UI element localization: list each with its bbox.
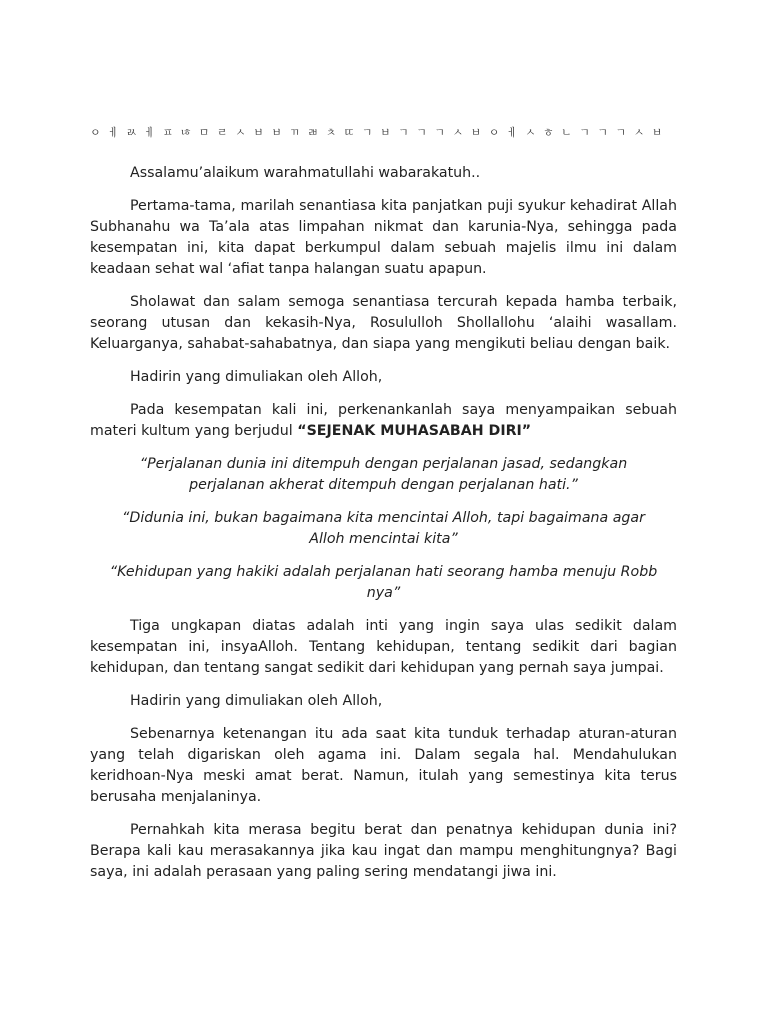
peace-paragraph: Sebenarnya ketenangan itu ada saat kita tunduk terhadap aturan-aturan yang telah digariskan oleh agama ini. Dalam segala hal. Mendahulukan keridhoan-Nya meski amat berat. Namun, itulah yang semestinya kita terus berusaha menjalaninya. [90, 726, 677, 805]
opening-paragraph: Pertama-tama, marilah senantiasa kita panjatkan puji syukur kehadirat Allah Subhanahu wa Ta’ala atas limpahan nikmat dan karunia-Nya, sehingga pada kesempatan ini, kita dapat berkumpul dalam sebuah majelis ilmu ini dalam keadaan sehat wal ‘afiat tanpa halangan suatu apapun. [90, 198, 677, 277]
topic-title: “SEJENAK MUHASABAH DIRI” [297, 423, 532, 439]
document-body [90, 163, 677, 895]
topic-intro: Pada kesempatan kali ini, perkenankanlah saya menyampaikan sebuah materi kultum yang berjudul [90, 402, 677, 439]
sholawat-paragraph: Sholawat dan salam semoga senantiasa tercurah kepada hamba terbaik, seorang utusan dan kekasih-Nya, Rosululloh Shollallohu ‘alaihi wasallam. Keluarganya, sahabat-sahabatnya, dan siapa yang mengikuti beliau dengan baik. [90, 294, 677, 352]
garbled-header-text: ㅇ ㅔ ㄽ ㅔ ㅍ ㄶ ㅁ ㄹ ㅅ ㅂ ㅂ ㄲ ㄼ ㅊ ㄸ ㄱ ㅂ ㄱ ㄱ ㄱ ㅅ ㅂ ㅇ ㅔ ㅅ ㅎ ㄴ ㄱ ㄱ ㄱ ㅅ ㅂ [90, 126, 665, 139]
audience-address: Hadirin yang dimuliakan oleh Alloh, [130, 369, 383, 385]
quote-3: “Kehidupan yang hakiki adalah perjalanan hati seorang hamba menuju Robb nya” [109, 564, 658, 601]
question-paragraph: Pernahkah kita merasa begitu berat dan penatnya kehidupan dunia ini? Berapa kali kau merasakannya jika kau ingat dan mampu menghitungnya? Bagi saya, ini adalah perasaan yang paling sering mendatangi jiwa ini. [90, 822, 677, 880]
quote-1: “Perjalanan dunia ini ditempuh dengan perjalanan jasad, sedangkan perjalanan akherat ditempuh dengan perjalanan hati.” [139, 456, 628, 493]
topic-paragraph [90, 400, 677, 442]
quote-2: “Didunia ini, bukan bagaimana kita mencintai Alloh, tapi bagaimana agar Alloh mencintai kita” [122, 510, 645, 547]
audience-address-2: Hadirin yang dimuliakan oleh Alloh, [130, 693, 383, 709]
greeting-paragraph: Assalamu’alaikum warahmatullahi wabarakatuh.. [130, 165, 481, 181]
reflection-paragraph: Tiga ungkapan diatas adalah inti yang ingin saya ulas sedikit dalam kesempatan ini, insyaAlloh. Tentang kehidupan, tentang sedikit dari bagian kehidupan, dan tentang sangat sedikit dari kehidupan yang pernah saya jumpai. [90, 618, 677, 676]
